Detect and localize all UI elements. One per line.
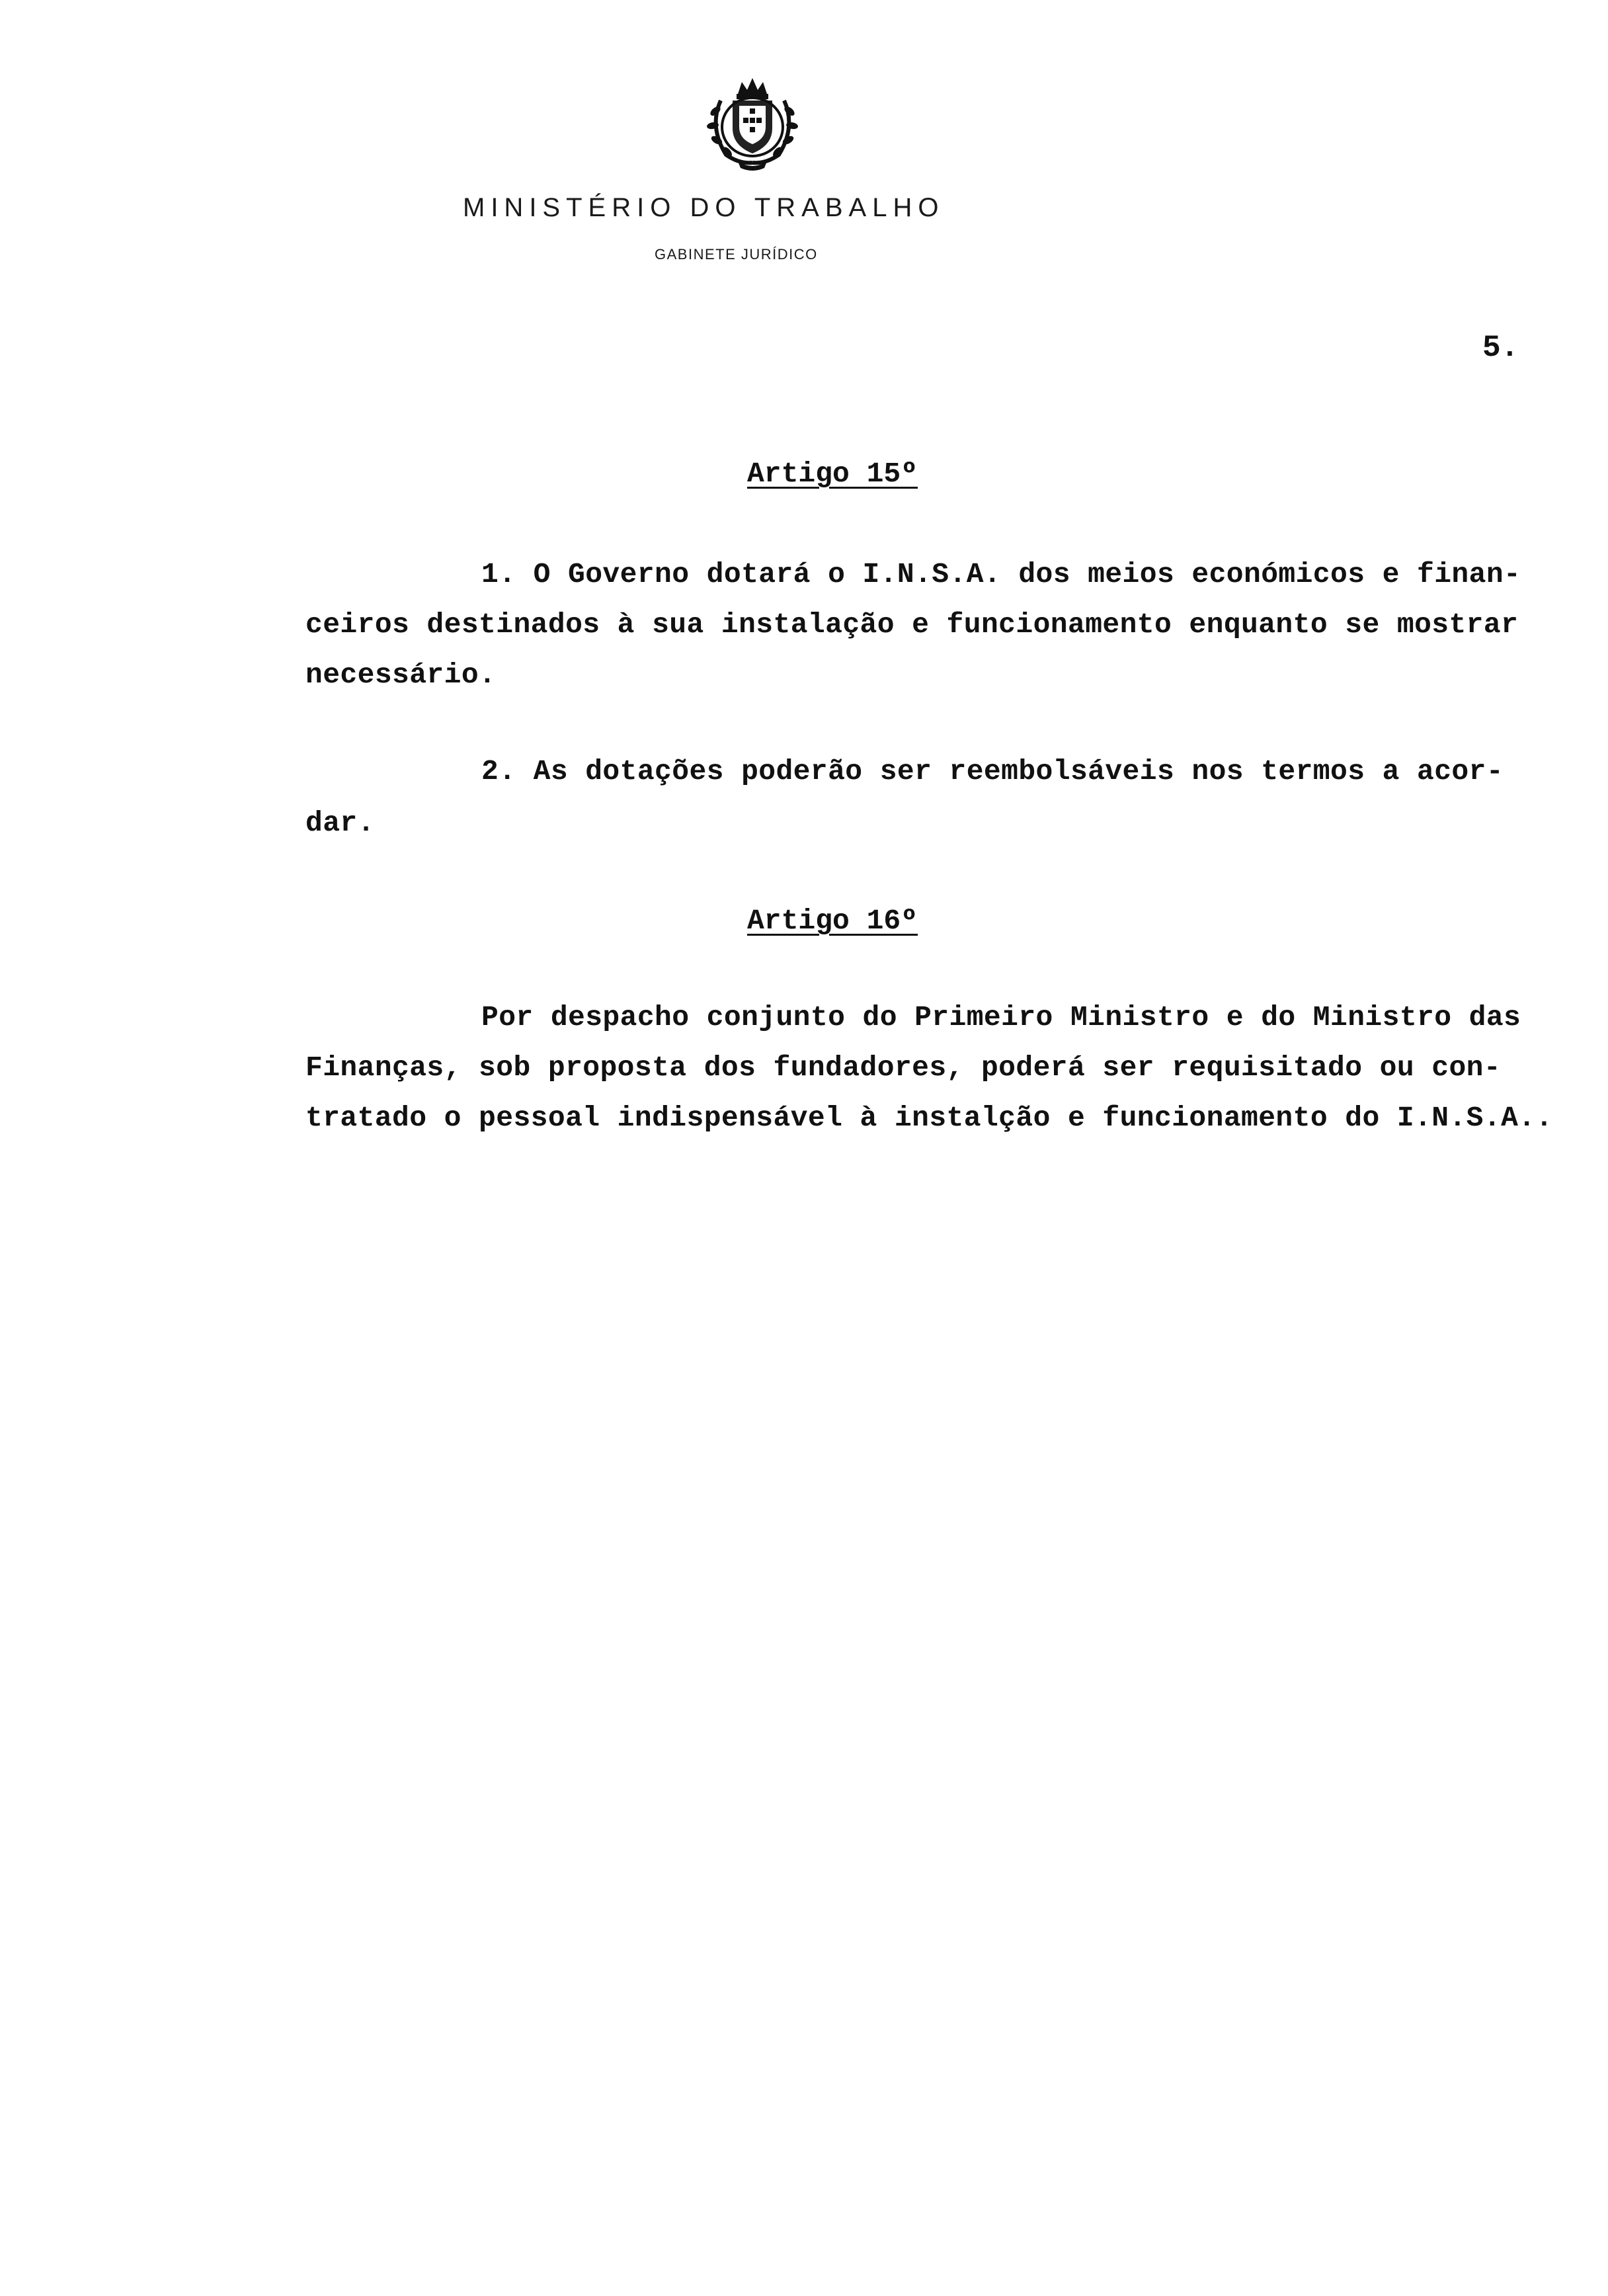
department-name: GABINETE JURÍDICO (655, 246, 818, 263)
article-title: Artigo 15º (747, 458, 918, 490)
paragraph-line: dar. (305, 807, 375, 839)
paragraph-line: Finanças, sob proposta dos fundadores, poderá ser requisitado ou con- (305, 1051, 1502, 1084)
paragraph-line: ceiros destinados à sua instalação e funcionamento enquanto se mostrar (305, 608, 1519, 641)
paragraph-line: 2. As dotações poderão ser reembolsáveis nos termos a acor- (481, 755, 1504, 788)
coat-of-arms-icon (686, 74, 819, 173)
paragraph-line: tratado o pessoal indispensável à instalção e funcionamento do I.N.S.A.. (305, 1102, 1553, 1134)
ministry-name: MINISTÉRIO DO TRABALHO (463, 193, 945, 222)
page-number: 5. (1482, 331, 1519, 365)
paragraph-line: necessário. (305, 659, 497, 691)
paragraph-line: Por despacho conjunto do Primeiro Ministro e do Ministro das (481, 1001, 1521, 1034)
article-title: Artigo 16º (747, 905, 918, 937)
paragraph-line: 1. O Governo dotará o I.N.S.A. dos meios económicos e finan- (481, 558, 1521, 591)
